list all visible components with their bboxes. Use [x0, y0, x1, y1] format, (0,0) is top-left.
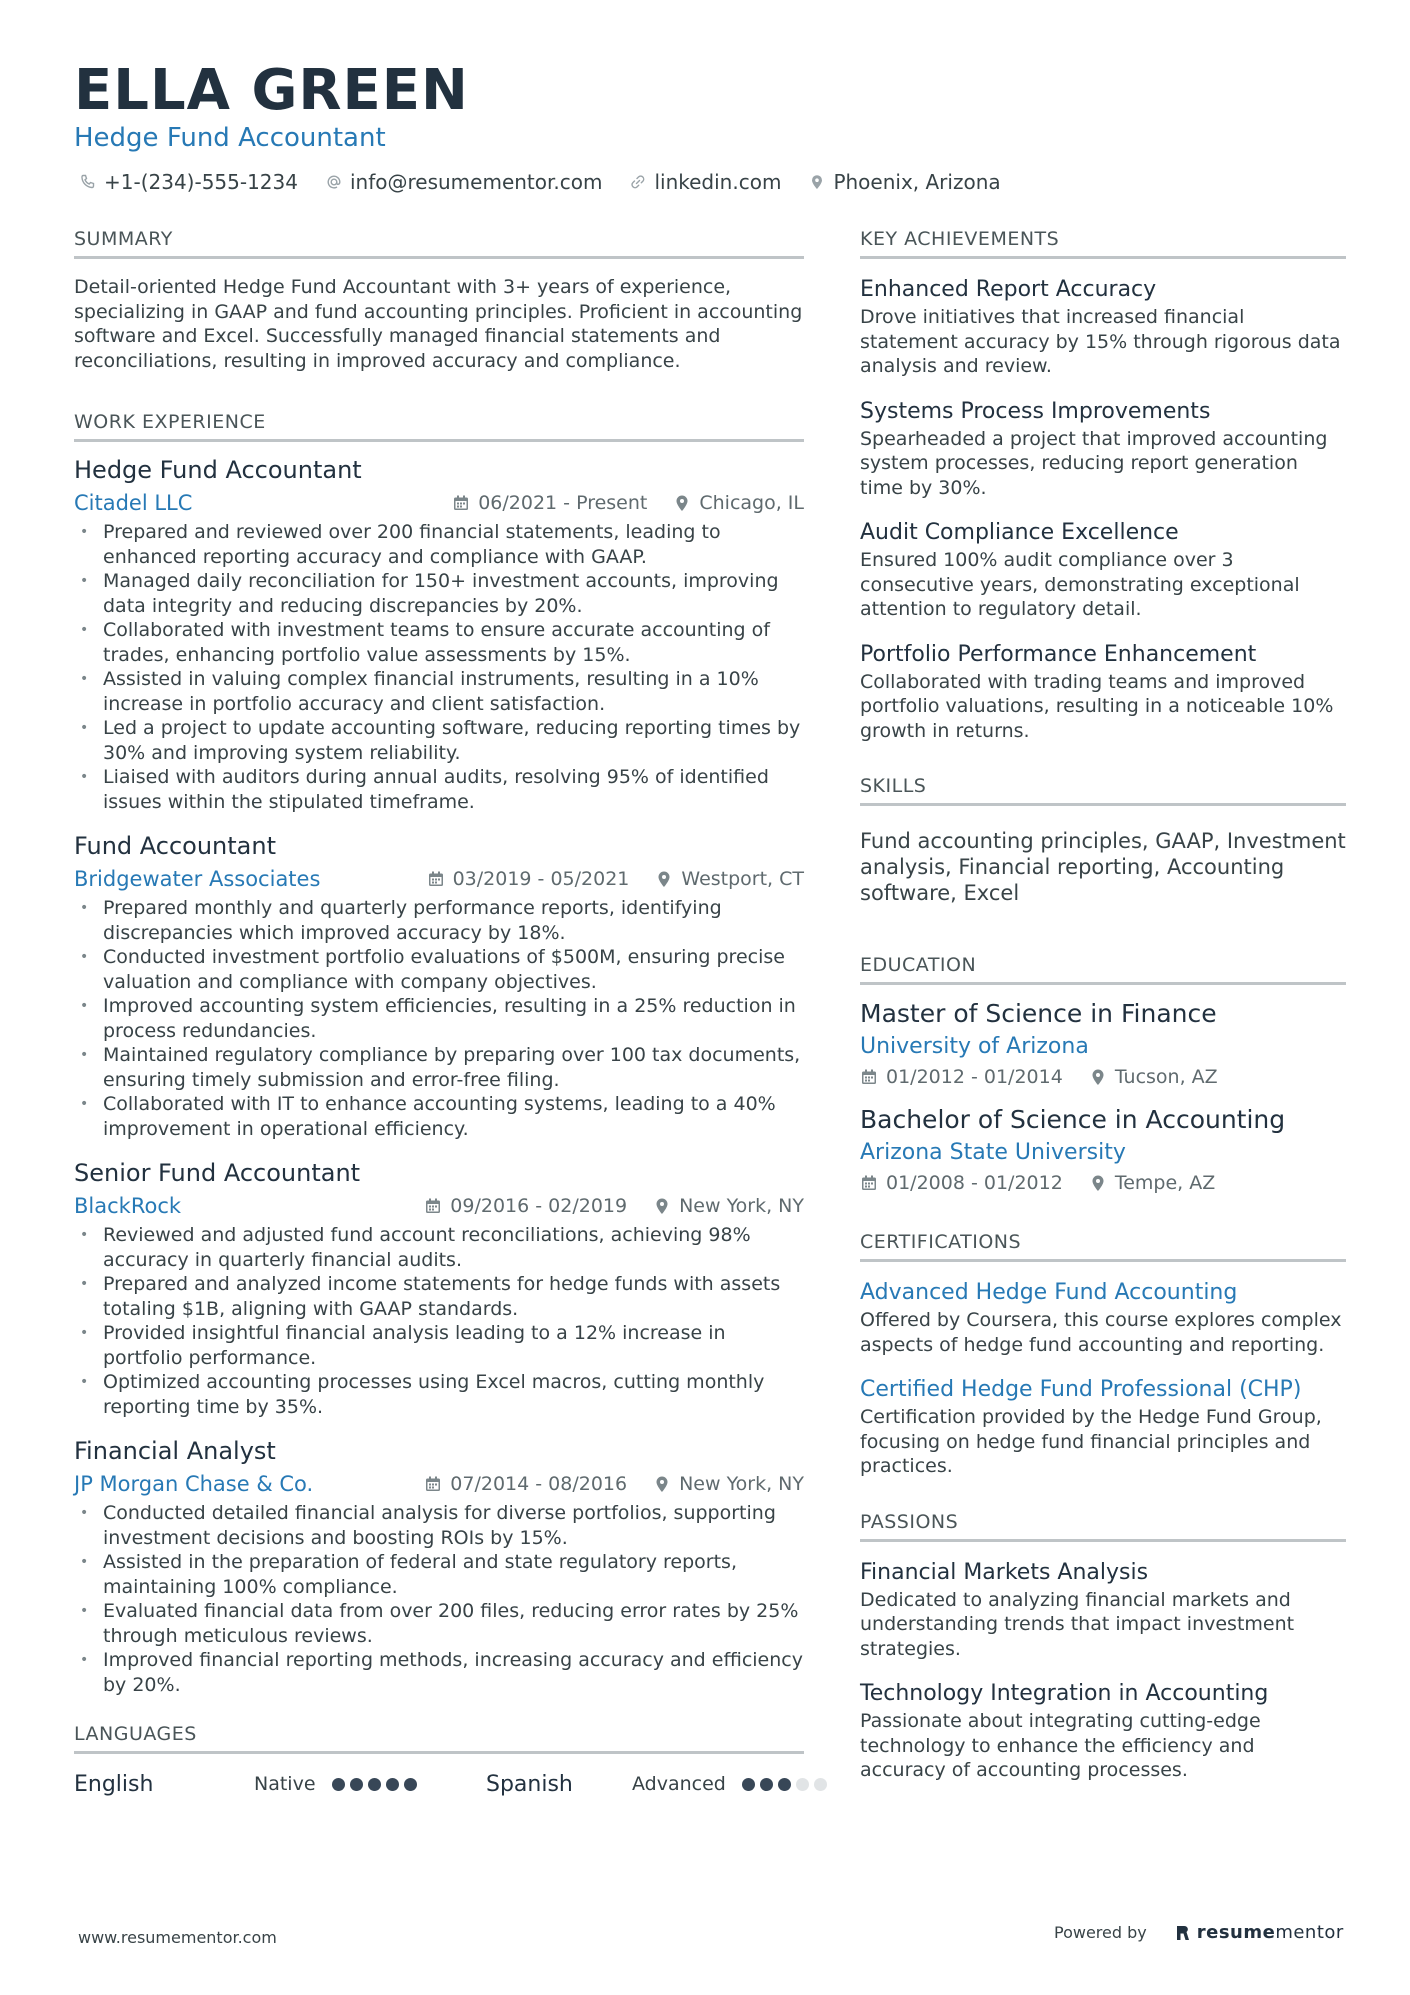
job-location-text: Chicago, IL	[699, 492, 804, 514]
resumementor-logo[interactable]	[1175, 1922, 1344, 1943]
certification-list	[860, 1278, 1346, 1479]
language-name: English	[74, 1771, 154, 1797]
candidate-name: ELLA GREEN	[74, 58, 469, 123]
passion-title: Financial Markets Analysis	[860, 1559, 1149, 1585]
job-bullets	[74, 1223, 804, 1419]
job-bullet: • Managed daily reconciliation for 150+ investment accounts, improving data integrity and reducing discrepancies by 20%.	[74, 569, 804, 618]
education-item	[860, 1103, 1346, 1197]
language-item	[486, 1766, 832, 1802]
job-bullet: • Prepared and reviewed over 200 financial statements, leading to enhanced reporting accuracy and compliance with GAAP.	[74, 520, 804, 569]
passion-text: Passionate about integrating cutting-edge technology to enhance the efficiency and accuracy of accounting processes.	[860, 1710, 1261, 1781]
location-pin-icon	[1089, 1068, 1107, 1086]
education-school[interactable]: Arizona State University	[860, 1140, 1126, 1165]
rating-dot	[796, 1778, 809, 1791]
job-bullet: • Improved accounting system efficiencies, resulting in a 25% reduction in process redundancies.	[74, 994, 804, 1043]
contact-location	[809, 168, 1000, 196]
passion-item	[860, 1679, 1346, 1783]
contact-email[interactable]	[326, 168, 602, 196]
job-bullet: • Prepared monthly and quarterly performance reports, identifying discrepancies which improved accuracy by 18%.	[74, 896, 804, 945]
job-dates-text: 03/2019 - 05/2021	[452, 868, 630, 890]
job-location	[673, 492, 804, 514]
rating-dot	[814, 1778, 827, 1791]
certifications-section	[860, 1229, 1346, 1479]
education-heading: EDUCATION	[860, 952, 1346, 985]
education-dates	[860, 1169, 1063, 1197]
education-location-text: Tempe, AZ	[1114, 1172, 1216, 1194]
achievement-item	[860, 397, 1346, 501]
rating-dot	[368, 1778, 381, 1791]
link-icon	[630, 174, 646, 190]
education-dates-text: 01/2008 - 01/2012	[886, 1172, 1063, 1194]
education-section	[860, 952, 1346, 1197]
company-name[interactable]: JP Morgan Chase & Co.	[74, 1472, 314, 1496]
job-list	[74, 454, 804, 1697]
company-name[interactable]: Citadel LLC	[74, 491, 193, 515]
job-bullet: • Led a project to update accounting software, reducing reporting times by 30% and improving system reliability.	[74, 716, 804, 765]
job-bullets	[74, 1501, 804, 1697]
job-meta	[74, 1191, 804, 1221]
calendar-icon	[427, 870, 445, 888]
company-name[interactable]: BlackRock	[74, 1194, 182, 1218]
resumementor-logo-icon	[1175, 1924, 1191, 1942]
achievements-section	[860, 226, 1346, 743]
location-pin-icon	[655, 870, 673, 888]
job-bullets	[74, 520, 804, 814]
passion-text: Dedicated to analyzing financial markets and understanding trends that impact investment strategies.	[860, 1588, 1295, 1660]
job-bullet: • Provided insightful financial analysis leading to a 12% increase in portfolio performance.	[74, 1321, 804, 1370]
summary-heading: SUMMARY	[74, 226, 804, 259]
language-list	[74, 1766, 804, 1802]
contact-bar	[80, 168, 1029, 196]
job-meta-right	[398, 1195, 804, 1217]
language-rating	[742, 1778, 832, 1791]
right-column	[860, 226, 1346, 1801]
job-dates	[424, 1473, 627, 1495]
certifications-heading: CERTIFICATIONS	[860, 1229, 1346, 1262]
calendar-icon	[424, 1475, 442, 1493]
passion-item	[860, 1558, 1346, 1662]
job-bullet: • Collaborated with IT to enhance accounting systems, leading to a 40% improvement in operational efficiency.	[74, 1092, 804, 1141]
job-location	[653, 1195, 804, 1217]
phone-icon	[80, 174, 96, 190]
rating-dot	[742, 1778, 755, 1791]
location-pin-icon	[653, 1475, 671, 1493]
education-dates-text: 01/2012 - 01/2014	[886, 1066, 1063, 1088]
location-pin-icon	[1089, 1174, 1107, 1192]
education-dates	[860, 1063, 1063, 1091]
location-pin-icon	[653, 1197, 671, 1215]
job-title: Fund Accountant	[74, 832, 277, 860]
achievements-heading: KEY ACHIEVEMENTS	[860, 226, 1346, 259]
job-bullet: • Reviewed and adjusted fund account reconciliations, achieving 98% accuracy in quarterly financial audits.	[74, 1223, 804, 1272]
certification-text: Certification provided by the Hedge Fund Group, focusing on hedge fund financial principles and practices.	[860, 1406, 1322, 1477]
job-bullet: • Conducted detailed financial analysis for diverse portfolios, supporting investment decisions and boosting ROIs by 15%.	[74, 1501, 804, 1550]
calendar-icon	[452, 494, 470, 512]
calendar-icon	[424, 1197, 442, 1215]
achievement-title: Audit Compliance Excellence	[860, 520, 1179, 545]
education-location	[1089, 1063, 1218, 1091]
job-meta	[74, 864, 804, 894]
job-bullet: • Improved financial reporting methods, increasing accuracy and efficiency by 20%.	[74, 1648, 804, 1697]
calendar-icon	[860, 1174, 878, 1192]
contact-linkedin[interactable]	[630, 168, 781, 196]
certification-title[interactable]: Advanced Hedge Fund Accounting	[860, 1280, 1238, 1305]
job-dates	[424, 1195, 627, 1217]
rating-dot	[332, 1778, 345, 1791]
job-entry	[74, 1157, 804, 1419]
certification-item	[860, 1375, 1346, 1479]
at-icon	[326, 174, 342, 190]
education-list	[860, 997, 1346, 1197]
footer-powered	[1054, 1922, 1344, 1943]
job-meta	[74, 1469, 804, 1499]
contact-email-text: info@resumementor.com	[349, 170, 603, 194]
language-item	[74, 1766, 486, 1802]
contact-phone-text: +1-(234)-555-1234	[104, 170, 298, 194]
job-dates-text: 06/2021 - Present	[478, 492, 648, 514]
certification-text: Offered by Coursera, this course explores complex aspects of hedge fund accounting and reporting.	[860, 1309, 1342, 1356]
job-location-text: New York, NY	[679, 1195, 804, 1217]
achievement-list	[860, 275, 1346, 743]
job-bullet: • Optimized accounting processes using Excel macros, cutting monthly reporting time by 35%.	[74, 1370, 804, 1419]
brand-bold: resume	[1196, 1922, 1276, 1943]
job-meta-right	[401, 868, 804, 890]
job-meta	[74, 488, 804, 518]
job-entry	[74, 454, 804, 814]
languages-heading: LANGUAGES	[74, 1721, 804, 1754]
calendar-icon	[860, 1068, 878, 1086]
job-meta-right	[398, 1473, 804, 1495]
job-location	[653, 1473, 804, 1495]
achievement-text: Spearheaded a project that improved accounting system processes, reducing report generation time by 30%.	[860, 427, 1328, 499]
summary-section	[74, 226, 804, 373]
languages-section	[74, 1721, 804, 1802]
achievement-item	[860, 518, 1346, 622]
location-pin-icon	[809, 174, 825, 190]
contact-location-text: Phoenix, Arizona	[833, 170, 1001, 194]
job-dates	[427, 868, 630, 890]
job-bullet: • Maintained regulatory compliance by preparing over 100 tax documents, ensuring timely submission and error-free filing.	[74, 1043, 804, 1092]
achievement-title: Enhanced Report Accuracy	[860, 277, 1157, 302]
rating-dot	[386, 1778, 399, 1791]
language-name: Spanish	[486, 1771, 573, 1797]
candidate-title: Hedge Fund Accountant	[74, 123, 386, 153]
education-item	[860, 997, 1346, 1091]
job-entry	[74, 1435, 804, 1697]
job-dates	[452, 492, 647, 514]
education-school[interactable]: University of Arizona	[860, 1034, 1089, 1059]
passion-list	[860, 1558, 1346, 1783]
job-bullet: • Evaluated financial data from over 200 files, reducing error rates by 25% through meticulous reviews.	[74, 1599, 804, 1648]
passions-section	[860, 1509, 1346, 1783]
job-bullets	[74, 896, 804, 1141]
achievement-item	[860, 640, 1346, 744]
job-dates-text: 09/2016 - 02/2019	[450, 1195, 628, 1217]
rating-dot	[404, 1778, 417, 1791]
skills-text: Fund accounting principles, GAAP, Investment analysis, Financial reporting, Accounting software, Excel	[860, 829, 1346, 905]
company-name[interactable]: Bridgewater Associates	[74, 867, 321, 891]
brand-light: mentor	[1275, 1922, 1344, 1943]
achievement-text: Collaborated with trading teams and improved portfolio valuations, resulting in a noticeable 10% growth in returns.	[860, 670, 1334, 742]
job-title: Senior Fund Accountant	[74, 1159, 361, 1187]
language-level: Native	[254, 1773, 316, 1795]
rating-dot	[778, 1778, 791, 1791]
experience-section	[74, 409, 804, 1697]
powered-by-label: Powered by	[1054, 1923, 1147, 1942]
education-location	[1089, 1169, 1215, 1197]
job-dates-text: 07/2014 - 08/2016	[450, 1473, 628, 1495]
location-pin-icon	[673, 494, 691, 512]
experience-heading: WORK EXPERIENCE	[74, 409, 804, 442]
job-bullet: • Collaborated with investment teams to ensure accurate accounting of trades, enhancing portfolio value assessments by 15%.	[74, 618, 804, 667]
job-location	[655, 868, 804, 890]
education-meta	[860, 1169, 1346, 1197]
achievement-text: Ensured 100% audit compliance over 3 consecutive years, demonstrating exceptional attention to regulatory detail.	[860, 549, 1300, 620]
job-location-text: New York, NY	[679, 1473, 804, 1495]
rating-dot	[350, 1778, 363, 1791]
language-rating	[332, 1778, 486, 1791]
education-degree: Bachelor of Science in Accounting	[860, 1105, 1286, 1134]
education-meta	[860, 1063, 1346, 1091]
job-title: Hedge Fund Accountant	[74, 456, 362, 484]
job-bullet: • Liaised with auditors during annual audits, resolving 95% of identified issues within the stipulated timeframe.	[74, 765, 804, 814]
job-title: Financial Analyst	[74, 1437, 276, 1465]
achievement-title: Systems Process Improvements	[860, 398, 1211, 424]
job-bullet: • Prepared and analyzed income statements for hedge funds with assets totaling $1B, aligning with GAAP standards.	[74, 1272, 804, 1321]
contact-phone[interactable]	[80, 168, 298, 196]
certification-item	[860, 1278, 1346, 1357]
passion-title: Technology Integration in Accounting	[860, 1681, 1269, 1706]
achievement-text: Drove initiatives that increased financial statement accuracy by 15% through rigorous data analysis and review.	[860, 306, 1341, 377]
left-column	[74, 226, 804, 1802]
language-level: Advanced	[632, 1773, 726, 1795]
job-meta-right	[426, 492, 804, 514]
achievement-item	[860, 275, 1346, 379]
job-location-text: Westport, CT	[681, 868, 804, 890]
footer-website[interactable]: www.resumementor.com	[78, 1928, 277, 1947]
education-degree: Master of Science in Finance	[860, 999, 1217, 1028]
passions-heading: PASSIONS	[860, 1509, 1346, 1542]
certification-title[interactable]: Certified Hedge Fund Professional (CHP)	[860, 1377, 1302, 1402]
job-bullet: • Conducted investment portfolio evaluations of $500M, ensuring precise valuation and compliance with company objectives.	[74, 945, 804, 994]
skills-heading: SKILLS	[860, 773, 1346, 806]
achievement-title: Portfolio Performance Enhancement	[860, 641, 1257, 667]
job-bullet: • Assisted in the preparation of federal and state regulatory reports, maintaining 100% compliance.	[74, 1550, 804, 1599]
job-entry	[74, 830, 804, 1141]
rating-dot	[760, 1778, 773, 1791]
job-bullet: • Assisted in valuing complex financial instruments, resulting in a 10% increase in portfolio accuracy and client satisfaction.	[74, 667, 804, 716]
skills-section	[860, 773, 1346, 906]
contact-linkedin-text: linkedin.com	[654, 170, 782, 194]
summary-text: Detail-oriented Hedge Fund Accountant with 3+ years of experience, specializing in GAAP and fund accounting principles. Proficient in accounting software and Excel. Successfully managed financial statements and reconciliations, resulting in improved accuracy and compliance.	[74, 276, 803, 372]
education-location-text: Tucson, AZ	[1114, 1066, 1218, 1088]
